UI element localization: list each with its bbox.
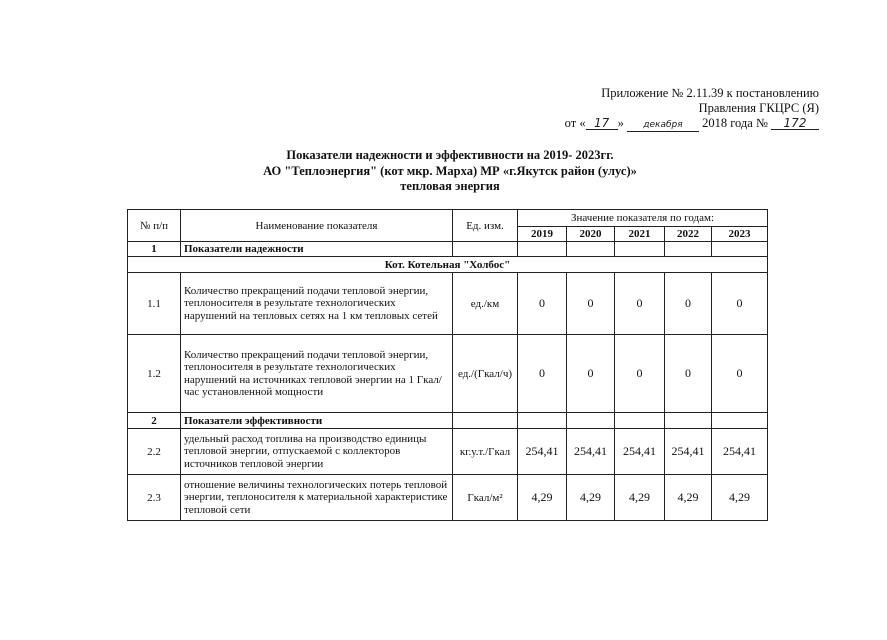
header-year-2019: 2019 [518, 227, 567, 242]
empty-cell [453, 413, 518, 429]
document-title [170, 148, 730, 195]
table-row [128, 429, 768, 475]
appendix-line-2: Правления ГКЦРС (Я) [698, 101, 819, 115]
row-value: 4,29 [712, 475, 768, 521]
header-year-2022: 2022 [665, 227, 712, 242]
section-title: Показатели надежности [181, 242, 453, 257]
empty-cell [665, 413, 712, 429]
header-year-2021: 2021 [615, 227, 665, 242]
row-value: 0 [615, 335, 665, 413]
handwritten-month: декабря [627, 119, 699, 132]
row-unit: ед./(Гкал/ч) [453, 335, 518, 413]
table-row [128, 475, 768, 521]
row-value: 0 [665, 273, 712, 335]
header-values-group: Значение показателя по годам: [518, 210, 768, 227]
row-name: Количество прекращений подачи тепловой энергии, теплоносителя в результате технологических нарушений на источниках тепловой энергии на 1 Гкал/час установленной мощности [181, 335, 453, 413]
header-name: Наименование показателя [181, 210, 453, 242]
empty-cell [712, 413, 768, 429]
row-value: 0 [615, 273, 665, 335]
appendix-header [565, 86, 819, 132]
table-row [128, 335, 768, 413]
header-num: № п/п [128, 210, 181, 242]
appendix-date-line [565, 116, 819, 132]
table-header-row-1 [128, 210, 768, 227]
title-line-3: тепловая энергия [400, 179, 500, 193]
empty-cell [567, 242, 615, 257]
row-value: 4,29 [615, 475, 665, 521]
empty-cell [615, 413, 665, 429]
row-value: 4,29 [665, 475, 712, 521]
header-year-2020: 2020 [567, 227, 615, 242]
row-name: Количество прекращений подачи тепловой энергии, теплоносителя в результате технологических нарушений на тепловых сетях на 1 км тепловых сетей [181, 273, 453, 335]
empty-cell [518, 242, 567, 257]
row-value: 254,41 [615, 429, 665, 475]
row-value: 0 [712, 273, 768, 335]
empty-cell [665, 242, 712, 257]
title-line-1: Показатели надежности и эффективности на 2019- 2023гг. [286, 148, 614, 162]
appendix-line-1: Приложение № 2.11.39 к постановлению [601, 86, 819, 100]
row-value: 0 [567, 335, 615, 413]
row-value: 254,41 [665, 429, 712, 475]
section-num: 1 [128, 242, 181, 257]
empty-cell [567, 413, 615, 429]
header-year-2023: 2023 [712, 227, 768, 242]
row-value: 254,41 [567, 429, 615, 475]
empty-cell [453, 242, 518, 257]
section-row [128, 413, 768, 429]
facility-row [128, 257, 768, 273]
row-name: отношение величины технологических потерь тепловой энергии, теплоносителя к материальной характеристике тепловой сети [181, 475, 453, 521]
empty-cell [712, 242, 768, 257]
row-unit: ед./км [453, 273, 518, 335]
date-prefix: от « [564, 116, 586, 130]
facility-name: Кот. Котельная "Холбос" [128, 257, 768, 273]
date-mid: » [617, 116, 624, 130]
section-row [128, 242, 768, 257]
row-value: 4,29 [518, 475, 567, 521]
empty-cell [518, 413, 567, 429]
handwritten-number: 172 [771, 117, 819, 130]
row-num: 1.2 [128, 335, 181, 413]
row-value: 0 [518, 335, 567, 413]
row-unit: Гкал/м² [453, 475, 518, 521]
row-value: 0 [712, 335, 768, 413]
header-unit: Ед. изм. [453, 210, 518, 242]
handwritten-day: 17 [586, 117, 618, 130]
row-num: 1.1 [128, 273, 181, 335]
row-num: 2.2 [128, 429, 181, 475]
indicators-table [127, 209, 768, 521]
section-title: Показатели эффективности [181, 413, 453, 429]
row-value: 0 [567, 273, 615, 335]
title-line-2: АО "Теплоэнергия" (кот мкр. Марха) МР «г.Якутск район (улус)» [263, 163, 637, 178]
date-year: 2018 года № [702, 116, 768, 130]
row-unit: кг.у.т./Гкал [453, 429, 518, 475]
row-value: 254,41 [712, 429, 768, 475]
table-row [128, 273, 768, 335]
row-value: 4,29 [567, 475, 615, 521]
row-num: 2.3 [128, 475, 181, 521]
row-value: 0 [665, 335, 712, 413]
empty-cell [615, 242, 665, 257]
row-name: удельный расход топлива на производство единицы тепловой энергии, отпускаемой с коллекторов источников тепловой энергии [181, 429, 453, 475]
row-value: 0 [518, 273, 567, 335]
row-value: 254,41 [518, 429, 567, 475]
section-num: 2 [128, 413, 181, 429]
